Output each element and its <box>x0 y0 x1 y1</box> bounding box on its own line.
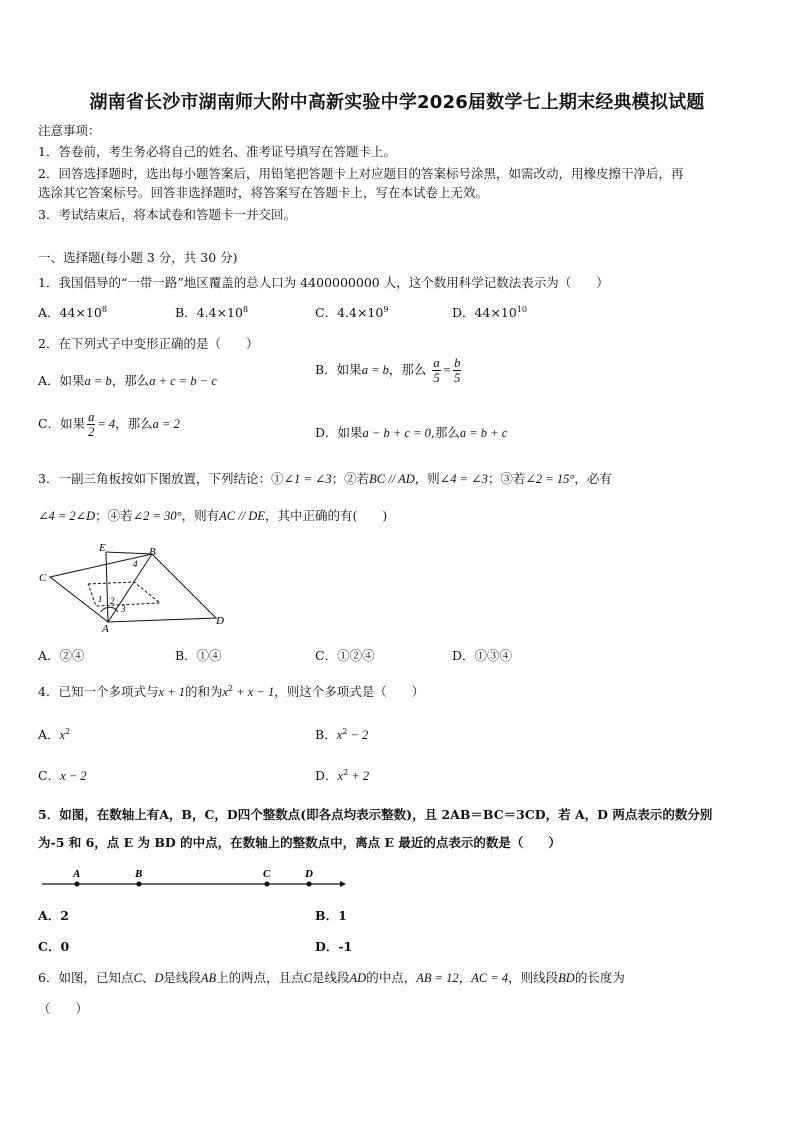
q3-label-3: 3 <box>121 604 126 614</box>
q2-stem: 2．在下列式子中变形正确的是（ ） <box>38 336 259 351</box>
q2-option-b: B．如果a = b，那么 $\frac{a}{5}$ = $\frac{b}{5}$ <box>315 356 461 385</box>
q1-option-b: B．$4.4\times 10^8$ <box>175 305 249 320</box>
notice-item-2-cont: 选涂其它答案标号。回答非选择题时，将答案写在答题卡上，写在本试卷上无效。 <box>38 185 489 200</box>
q2-option-d: D．如果a − b + c = 0,那么a = b + c <box>315 425 508 440</box>
q5-point-a <box>75 882 80 887</box>
notice-item-1: 1．答卷前，考生务必将自己的姓名、准考证号填写在答题卡上。 <box>38 144 396 159</box>
q3-option-c: C．①②④ <box>315 648 375 663</box>
q5-stem-line1: 5．如图，在数轴上有A，B，C，D四个整数点(即各点均表示整数)，且 2AB＝BC＝3CD，若 A，D 两点表示的数分别 <box>38 807 713 822</box>
q3-line-ea <box>106 552 108 622</box>
q3-label-d: D <box>216 615 224 627</box>
q3-line-ba <box>108 554 152 622</box>
page-title: 湖南省长沙市湖南师大附中高新实验中学2026届数学七上期末经典模拟试题 <box>89 92 705 113</box>
q5-option-c: C．0 <box>38 939 70 954</box>
q2-option-a: A．如果a = b，那么a + c = b − c <box>38 373 217 388</box>
q5-option-a: A．2 <box>38 908 69 923</box>
q4-option-d: D．$x^2 + 2$ <box>315 768 370 783</box>
q5-label-d: D <box>305 868 313 880</box>
q5-label-b: B <box>135 868 143 880</box>
q5-label-a: A <box>73 868 81 880</box>
q3-label-a: A <box>102 623 109 635</box>
q3-label-1: 1 <box>98 594 103 604</box>
q5-axis-arrow <box>340 881 346 887</box>
q3-label-4: 4 <box>133 559 138 569</box>
q1-stem: 1．我国倡导的“一带一路”地区覆盖的总人口为 4400000000 人，这个数用科学记数法表示为（ ） <box>38 275 609 290</box>
q3-option-b: B．①④ <box>175 648 222 663</box>
q5-stem-line2: 为-5 和 6，点 E 为 BD 的中点，在数轴上的整数点中，离点 E 最近的点表示的数是（ ） <box>38 835 561 850</box>
notice-item-3: 3．考试结束后，将本试卷和答题卡一并交回。 <box>38 207 296 222</box>
q5-option-d: D．-1 <box>315 939 353 954</box>
q4-option-a: A．$x^2$ <box>38 727 71 742</box>
q4-option-c: C．x − 2 <box>38 768 87 783</box>
notice-heading: 注意事项： <box>38 123 101 138</box>
q5-number-line <box>40 866 350 896</box>
q3-label-e: E <box>99 542 106 554</box>
q4-option-b: B．$x^2 - 2$ <box>315 727 369 742</box>
notice-item-2: 2．回答选择题时，选出每小题答案后，用铅笔把答题卡上对应题目的答案标号涂黑，如需改动，用橡皮擦干净后，再 <box>38 166 684 181</box>
q4-stem: 4．已知一个多项式与x + 1的和为$x^2 + x - 1$，则这个多项式是（ ） <box>38 684 425 699</box>
q3-label-2: 2 <box>110 596 115 606</box>
q5-point-c <box>265 882 270 887</box>
q3-option-a: A．②④ <box>38 648 85 663</box>
q3-label-b: B <box>149 546 156 558</box>
q6-stem-line1: 6．如图，已知点C、D是线段AB上的两点，且点C是线段AD的中点，AB = 12，AC = 4，则线段BD的长度为 <box>38 970 625 985</box>
q3-label-c: C <box>39 572 47 584</box>
q3-line-eb <box>106 552 152 554</box>
q5-point-b <box>137 882 142 887</box>
q1-option-c: C．$4.4\times 10^9$ <box>315 305 389 320</box>
q3-stem-line2: ∠4 = 2∠D；④若∠2 = 30°，则有AC // DE，其中正确的有( ) <box>38 508 388 523</box>
q5-label-c: C <box>263 868 271 880</box>
q3-option-d: D．①③④ <box>452 648 513 663</box>
q2-option-c: C．如果 $\frac{a}{2}$ = 4，那么a = 2 <box>38 410 180 439</box>
q5-point-d <box>307 882 312 887</box>
q3-triangle-figure <box>36 540 226 635</box>
q1-option-d: D．$44\times 10^{10}$ <box>452 305 527 320</box>
q3-stem-line1: 3．一副三角板按如下图放置，下列结论：①∠1 = ∠3；②若BC // AD，则∠4 = ∠3；③若∠2 = 15°，必有 <box>38 471 612 486</box>
q6-stem-line2: （ ） <box>38 1001 89 1016</box>
q1-option-a: A．$44\times 10^8$ <box>38 305 107 320</box>
q5-option-b: B．1 <box>315 908 347 923</box>
section-heading: 一、选择题(每小题 3 分，共 30 分) <box>38 250 238 265</box>
